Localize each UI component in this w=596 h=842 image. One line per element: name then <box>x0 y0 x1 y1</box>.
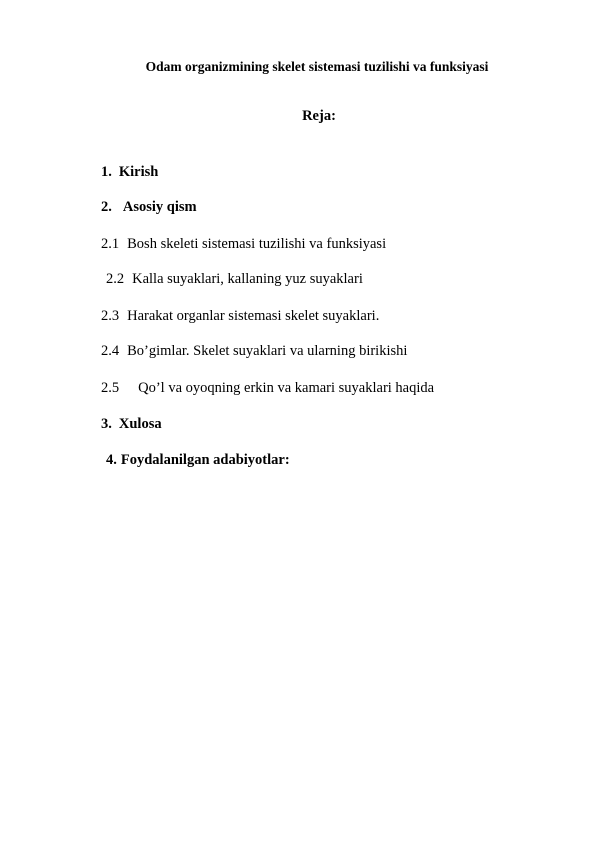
plan-item-text: Qo’l va oyoqning erkin va kamari suyaklari haqida <box>138 380 435 396</box>
plan-item-text: Kirish <box>118 164 159 180</box>
plan-item-number: 2.4 <box>101 343 120 359</box>
plan-item-2-5 <box>101 381 434 396</box>
plan-item-number: 2.5 <box>101 380 120 396</box>
document-title: Odam organizmining skelet sistemasi tuzilishi va funksiyasi <box>145 59 489 74</box>
plan-item-text: Foydalanilgan adabiyotlar: <box>120 452 290 468</box>
plan-item-text: Xulosa <box>118 416 162 432</box>
plan-item-number: 2. <box>101 199 112 215</box>
plan-item-text: Kalla suyaklari, kallaning yuz suyaklari <box>132 271 363 287</box>
plan-item-text: Harakat organlar sistemasi skelet suyaklari. <box>127 308 380 324</box>
plan-item-text: Asosiy qism <box>122 199 197 215</box>
plan-item-references <box>106 453 290 468</box>
plan-item-conclusion <box>101 417 162 432</box>
plan-heading: Reja: <box>302 108 336 124</box>
plan-item-introduction <box>101 165 158 180</box>
plan-item-number: 1. <box>101 164 112 180</box>
plan-item-2-3 <box>101 309 379 324</box>
plan-item-main-part <box>101 200 197 215</box>
plan-item-number: 4. <box>106 452 117 468</box>
plan-item-2-4 <box>101 344 407 359</box>
plan-item-2-1 <box>101 237 386 252</box>
plan-item-number: 3. <box>101 416 112 432</box>
plan-item-number: 2.2 <box>106 271 125 287</box>
plan-item-text: Bo’gimlar. Skelet suyaklari va ularning birikishi <box>127 343 408 359</box>
plan-item-number: 2.3 <box>101 308 120 324</box>
plan-item-text: Bosh skeleti sistemasi tuzilishi va funksiyasi <box>127 236 387 252</box>
plan-item-number: 2.1 <box>101 236 120 252</box>
plan-item-2-2 <box>106 272 363 287</box>
